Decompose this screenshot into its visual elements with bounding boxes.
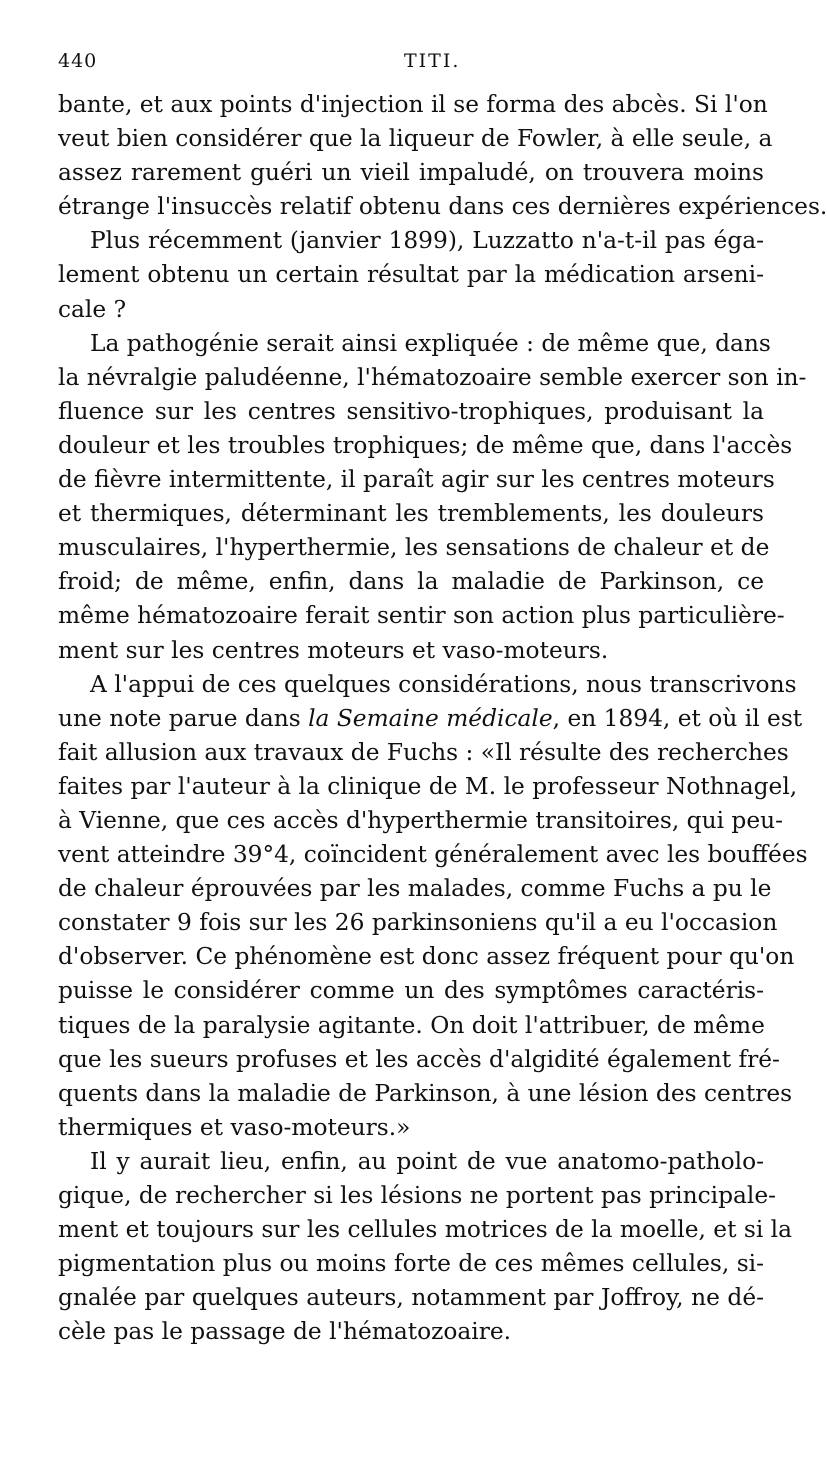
body-text xyxy=(58,88,827,1349)
text-line: fluence sur les centres sensitivo-trophiques, produisant la xyxy=(58,397,764,425)
text-line: fait allusion aux travaux de Fuchs : «Il résulte des recherches xyxy=(58,738,789,766)
text-line: musculaires, l'hyperthermie, les sensations de chaleur et de xyxy=(58,534,770,562)
text-line: même hématozoaire ferait sentir son action plus particulière- xyxy=(58,602,785,630)
text-line: pigmentation plus ou moins forte de ces mêmes cellules, si- xyxy=(58,1250,764,1278)
text-line: gique, de rechercher si les lésions ne portent pas principale- xyxy=(58,1182,776,1209)
running-title: TITI. xyxy=(404,50,461,72)
text-line-with-citation xyxy=(58,702,803,736)
journal-title: la Semaine médicale xyxy=(308,704,553,732)
text-line: ment et toujours sur les cellules motrices de la moelle, et si la xyxy=(58,1216,793,1244)
text-line: assez rarement guéri un vieil impaludé, on trouvera moins xyxy=(58,159,764,187)
text-line: cèle pas le passage de l'hématozoaire. xyxy=(58,1318,512,1346)
text-line: ment sur les centres moteurs et vaso-moteurs. xyxy=(58,636,609,664)
text-line: douleur et les troubles trophiques; de même que, dans l'accès xyxy=(58,431,793,459)
text-line: à Vienne, que ces accès d'hyperthermie transitoires, qui peu- xyxy=(58,806,784,834)
text-line: lement obtenu un certain résultat par la médication arseni- xyxy=(58,261,764,289)
text-line: puisse le considérer comme un des symptômes caractéris- xyxy=(58,977,764,1005)
text-line: étrange l'insuccès relatif obtenu dans ces dernières expériences. xyxy=(58,193,827,221)
text-fragment: , en 1894, et où il est xyxy=(552,704,803,732)
page-number: 440 xyxy=(58,50,98,72)
text-line: et thermiques, déterminant les tremblements, les douleurs xyxy=(58,500,764,528)
text-line: constater 9 fois sur les 26 parkinsoniens qu'il a eu l'occasion xyxy=(58,909,778,937)
text-line: faites par l'auteur à la clinique de M. le professeur Nothnagel, xyxy=(58,772,798,800)
text-line: de fièvre intermittente, il paraît agir sur les centres moteurs xyxy=(58,466,775,494)
text-line: Plus récemment (janvier 1899), Luzzatto n'a-t-il pas éga- xyxy=(90,227,764,255)
text-line: la névralgie paludéenne, l'hématozoaire semble exercer son in- xyxy=(58,363,807,391)
text-line: Il y aurait lieu, enfin, au point de vue anatomo-patholo- xyxy=(90,1147,764,1175)
text-line: quents dans la maladie de Parkinson, à une lésion des centres xyxy=(58,1079,793,1107)
text-line: tiques de la paralysie agitante. On doit l'attribuer, de même xyxy=(58,1011,765,1039)
text-line: bante, et aux points d'injection il se forma des abcès. Si l'on xyxy=(58,91,768,118)
text-line: cale ? xyxy=(58,295,127,323)
text-line: que les sueurs profuses et les accès d'algidité également fré- xyxy=(58,1045,780,1073)
text-line: vent atteindre 39°4, coïncident généralement avec les bouffées xyxy=(58,841,808,869)
text-line: La pathogénie serait ainsi expliquée : de même que, dans xyxy=(90,329,771,357)
text-line: froid; de même, enfin, dans la maladie de Parkinson, ce xyxy=(58,568,764,596)
text-line: d'observer. Ce phénomène est donc assez fréquent pour qu'on xyxy=(58,943,795,971)
text-line: A l'appui de ces quelques considérations, nous transcrivons xyxy=(90,670,797,698)
text-line: thermiques et vaso-moteurs.» xyxy=(58,1113,411,1141)
text-line: de chaleur éprouvées par les malades, comme Fuchs a pu le xyxy=(58,875,772,903)
running-head xyxy=(58,50,764,80)
text-line: veut bien considérer que la liqueur de Fowler, à elle seule, a xyxy=(58,125,773,153)
text-line: gnalée par quelques auteurs, notamment par Joffroy, ne dé- xyxy=(58,1284,764,1312)
text-fragment: une note parue dans xyxy=(58,704,301,732)
